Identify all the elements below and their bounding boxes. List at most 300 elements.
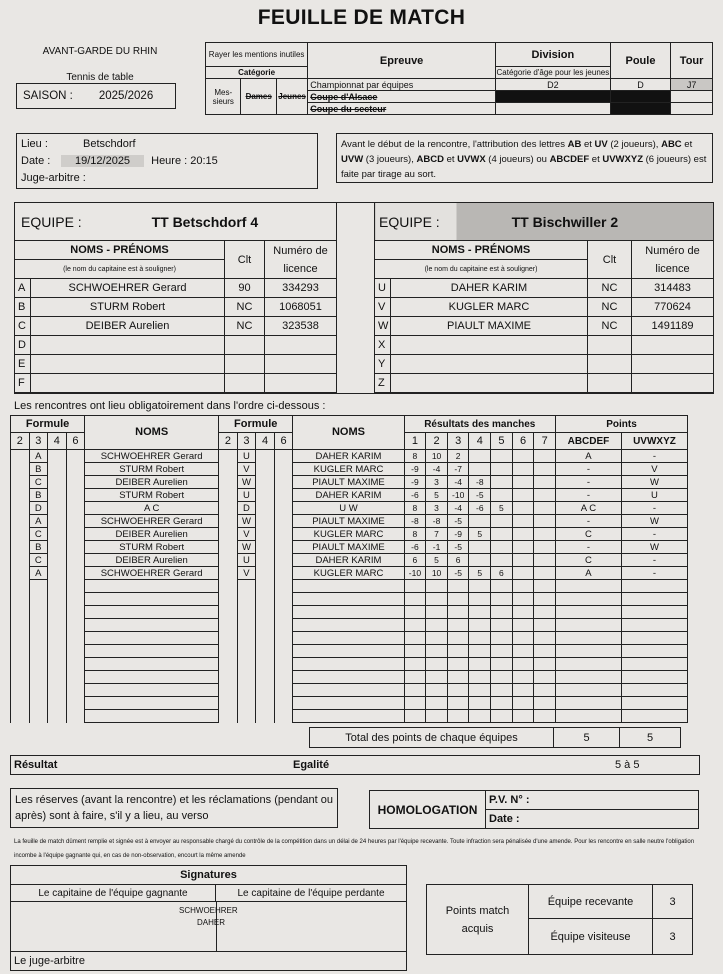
captain-signature-area[interactable] — [11, 902, 407, 952]
set-score[interactable] — [426, 658, 448, 671]
set-score[interactable] — [426, 593, 448, 606]
set-score[interactable] — [512, 476, 534, 489]
player-clt[interactable]: 90 — [225, 279, 265, 298]
set-score[interactable] — [512, 541, 534, 554]
set-score[interactable] — [404, 606, 426, 619]
set-score[interactable]: 2 — [447, 450, 469, 463]
set-score[interactable] — [512, 632, 534, 645]
set-score[interactable]: 6 — [447, 554, 469, 567]
away-player[interactable]: DAHER KARIM — [293, 489, 404, 502]
points-home[interactable]: - — [555, 489, 621, 502]
away-player[interactable]: PIAULT MAXIME — [293, 541, 404, 554]
rule-text: et — [443, 154, 458, 165]
home-player[interactable] — [85, 580, 219, 593]
set-score[interactable] — [469, 541, 491, 554]
set-score[interactable] — [447, 710, 469, 723]
set-score[interactable]: -9 — [404, 463, 426, 476]
home-letter[interactable]: B — [29, 463, 48, 476]
away-player[interactable]: DAHER KARIM — [293, 554, 404, 567]
points-away[interactable]: U — [621, 489, 687, 502]
points-away[interactable] — [621, 645, 687, 658]
set-score[interactable] — [491, 619, 513, 632]
set-score[interactable] — [426, 697, 448, 710]
player-name[interactable]: PIAULT MAXIME — [391, 317, 588, 336]
set-score[interactable] — [512, 645, 534, 658]
pv-field[interactable]: P.V. N° : — [486, 791, 699, 810]
set-score[interactable] — [534, 476, 556, 489]
set-score[interactable] — [426, 580, 448, 593]
player-name[interactable]: STURM Robert — [31, 298, 225, 317]
set-score[interactable]: 8 — [404, 528, 426, 541]
points-away[interactable]: V — [621, 463, 687, 476]
away-letter[interactable]: D — [237, 502, 256, 515]
set-score[interactable] — [534, 632, 556, 645]
noms-label: NOMS - PRÉNOMS — [15, 241, 225, 260]
set-score[interactable] — [534, 658, 556, 671]
home-player[interactable] — [85, 684, 219, 697]
set-score[interactable]: 10 — [426, 450, 448, 463]
points-away[interactable] — [621, 593, 687, 606]
home-player[interactable] — [85, 697, 219, 710]
set-score[interactable] — [469, 515, 491, 528]
set-score[interactable] — [534, 710, 556, 723]
set-score[interactable]: 8 — [404, 450, 426, 463]
away-letter[interactable]: U — [237, 489, 256, 502]
away-player[interactable]: KUGLER MARC — [293, 463, 404, 476]
away-letter[interactable]: V — [237, 567, 256, 580]
away-player[interactable] — [293, 710, 404, 723]
set-score[interactable] — [426, 645, 448, 658]
set-score[interactable] — [534, 528, 556, 541]
away-letter[interactable]: W — [237, 515, 256, 528]
points-home[interactable] — [555, 684, 621, 697]
player-clt[interactable] — [225, 336, 265, 355]
set-score[interactable] — [447, 697, 469, 710]
set-score[interactable] — [404, 645, 426, 658]
set-score[interactable] — [469, 684, 491, 697]
set-score[interactable] — [534, 606, 556, 619]
set-score[interactable] — [512, 463, 534, 476]
set-score[interactable] — [534, 697, 556, 710]
player-name[interactable] — [31, 374, 225, 393]
points-away[interactable] — [621, 606, 687, 619]
home-player[interactable]: DEIBER Aurelien — [85, 476, 219, 489]
set-score[interactable] — [426, 619, 448, 632]
set-score[interactable]: -6 — [404, 489, 426, 502]
set-score[interactable] — [534, 684, 556, 697]
set-score[interactable] — [512, 593, 534, 606]
set-score[interactable]: 3 — [426, 502, 448, 515]
set-score[interactable]: -10 — [404, 567, 426, 580]
player-name[interactable]: SCHWOEHRER Gerard — [31, 279, 225, 298]
set-score[interactable]: 6 — [404, 554, 426, 567]
set-score[interactable]: -5 — [447, 567, 469, 580]
points-away[interactable]: - — [621, 450, 687, 463]
set-score[interactable] — [512, 515, 534, 528]
points-away[interactable] — [621, 697, 687, 710]
set-score[interactable]: -4 — [426, 463, 448, 476]
set-score[interactable] — [469, 554, 491, 567]
set-score[interactable] — [426, 671, 448, 684]
away-player[interactable] — [293, 697, 404, 710]
points-home[interactable] — [555, 632, 621, 645]
set-score[interactable] — [469, 697, 491, 710]
set-score[interactable] — [469, 606, 491, 619]
set-score[interactable] — [404, 671, 426, 684]
set-score[interactable] — [469, 658, 491, 671]
points-away[interactable] — [621, 632, 687, 645]
set-score[interactable]: -4 — [447, 502, 469, 515]
set-score[interactable] — [512, 450, 534, 463]
set-score[interactable] — [491, 463, 513, 476]
set-score[interactable]: -1 — [426, 541, 448, 554]
points-away[interactable] — [621, 658, 687, 671]
player-licence[interactable] — [265, 374, 337, 393]
set-score[interactable] — [534, 489, 556, 502]
set-score[interactable] — [534, 593, 556, 606]
away-player[interactable]: KUGLER MARC — [293, 567, 404, 580]
away-player[interactable] — [293, 593, 404, 606]
points-away[interactable]: W — [621, 541, 687, 554]
points-home[interactable] — [555, 671, 621, 684]
set-score[interactable] — [469, 593, 491, 606]
set-score[interactable] — [404, 658, 426, 671]
away-letter[interactable]: U — [237, 554, 256, 567]
set-score[interactable] — [469, 645, 491, 658]
set-score[interactable]: -7 — [447, 463, 469, 476]
points-home[interactable]: A — [555, 567, 621, 580]
set-score[interactable] — [426, 710, 448, 723]
away-player[interactable] — [293, 632, 404, 645]
set-score[interactable] — [512, 528, 534, 541]
set-score[interactable] — [404, 580, 426, 593]
set-score[interactable] — [447, 671, 469, 684]
set-score[interactable]: 5 — [469, 528, 491, 541]
set-score[interactable]: -6 — [404, 541, 426, 554]
home-letter[interactable]: C — [29, 528, 48, 541]
away-letter[interactable]: V — [237, 528, 256, 541]
set-score[interactable] — [491, 554, 513, 567]
points-home[interactable] — [555, 697, 621, 710]
player-licence[interactable]: 1491189 — [632, 317, 714, 336]
points-home[interactable]: A — [555, 450, 621, 463]
away-player[interactable] — [293, 684, 404, 697]
set-score[interactable] — [469, 710, 491, 723]
home-player[interactable] — [85, 619, 219, 632]
home-player[interactable] — [85, 632, 219, 645]
set-score[interactable] — [491, 671, 513, 684]
set-score[interactable] — [534, 580, 556, 593]
set-score[interactable] — [447, 632, 469, 645]
points-away[interactable] — [621, 671, 687, 684]
set-score[interactable] — [447, 593, 469, 606]
away-player[interactable]: U W — [293, 502, 404, 515]
set-score[interactable]: 5 — [469, 567, 491, 580]
away-player[interactable] — [293, 619, 404, 632]
set-score[interactable] — [491, 593, 513, 606]
set-score[interactable] — [426, 684, 448, 697]
set-score[interactable] — [404, 684, 426, 697]
set-score[interactable]: 5 — [491, 502, 513, 515]
set-score[interactable] — [491, 450, 513, 463]
set-score[interactable]: 7 — [426, 528, 448, 541]
player-clt[interactable]: NC — [588, 317, 632, 336]
set-score[interactable] — [534, 554, 556, 567]
player-name[interactable] — [391, 336, 588, 355]
set-score[interactable] — [491, 476, 513, 489]
home-player[interactable]: SCHWOEHRER Gerard — [85, 450, 219, 463]
set-score[interactable]: -8 — [404, 515, 426, 528]
set-score[interactable] — [491, 710, 513, 723]
home-player[interactable]: SCHWOEHRER Gerard — [85, 515, 219, 528]
away-player[interactable]: PIAULT MAXIME — [293, 476, 404, 489]
set-score[interactable] — [447, 645, 469, 658]
away-player[interactable]: DAHER KARIM — [293, 450, 404, 463]
set-score[interactable] — [512, 554, 534, 567]
player-licence[interactable]: 314483 — [632, 279, 714, 298]
player-licence[interactable] — [632, 336, 714, 355]
game-row — [11, 697, 688, 710]
points-away[interactable]: - — [621, 554, 687, 567]
set-score[interactable] — [491, 684, 513, 697]
set-score[interactable] — [512, 489, 534, 502]
home-letter[interactable]: C — [29, 476, 48, 489]
competition-table — [205, 42, 713, 115]
player-clt[interactable] — [588, 355, 632, 374]
player-name[interactable] — [391, 355, 588, 374]
away-player[interactable] — [293, 580, 404, 593]
away-player[interactable]: PIAULT MAXIME — [293, 515, 404, 528]
player-name[interactable] — [391, 374, 588, 393]
player-licence[interactable]: 1068051 — [265, 298, 337, 317]
points-home[interactable] — [555, 645, 621, 658]
player-name[interactable] — [31, 355, 225, 374]
set-score[interactable]: -8 — [426, 515, 448, 528]
points-away[interactable]: W — [621, 476, 687, 489]
home-letter[interactable]: A — [29, 450, 48, 463]
player-licence[interactable] — [632, 374, 714, 393]
player-clt[interactable] — [588, 336, 632, 355]
set-score[interactable] — [469, 580, 491, 593]
points-home[interactable]: C — [555, 528, 621, 541]
points-home[interactable]: A C — [555, 502, 621, 515]
player-licence[interactable]: 334293 — [265, 279, 337, 298]
set-score[interactable] — [512, 697, 534, 710]
set-score[interactable] — [534, 645, 556, 658]
away-letter[interactable]: V — [237, 463, 256, 476]
set-score[interactable]: 5 — [426, 554, 448, 567]
away-letter[interactable]: U — [237, 450, 256, 463]
set-score[interactable] — [491, 489, 513, 502]
set-score[interactable] — [534, 450, 556, 463]
set-score[interactable]: 5 — [426, 489, 448, 502]
set-score[interactable] — [534, 502, 556, 515]
set-score[interactable] — [512, 619, 534, 632]
points-home[interactable] — [555, 580, 621, 593]
points-home[interactable]: - — [555, 515, 621, 528]
set-score[interactable]: -8 — [469, 476, 491, 489]
set-score[interactable] — [404, 619, 426, 632]
set-score[interactable]: -4 — [447, 476, 469, 489]
set-score[interactable] — [491, 541, 513, 554]
home-player[interactable] — [85, 710, 219, 723]
set-score[interactable] — [512, 710, 534, 723]
set-score[interactable]: 6 — [491, 567, 513, 580]
away-player[interactable]: KUGLER MARC — [293, 528, 404, 541]
home-player[interactable] — [85, 671, 219, 684]
set-score[interactable] — [512, 671, 534, 684]
points-away[interactable] — [621, 684, 687, 697]
away-player[interactable] — [293, 658, 404, 671]
points-home[interactable] — [555, 658, 621, 671]
player-clt[interactable] — [588, 374, 632, 393]
formule-cell — [219, 541, 238, 554]
set-score[interactable] — [512, 580, 534, 593]
set-score[interactable] — [469, 671, 491, 684]
player-licence[interactable] — [265, 336, 337, 355]
player-clt[interactable] — [225, 374, 265, 393]
player-licence[interactable] — [265, 355, 337, 374]
set-score[interactable]: 3 — [426, 476, 448, 489]
home-player[interactable] — [85, 645, 219, 658]
set-score[interactable] — [447, 619, 469, 632]
set-score[interactable] — [469, 632, 491, 645]
player-name[interactable]: DEIBER Aurelien — [31, 317, 225, 336]
points-home[interactable]: - — [555, 541, 621, 554]
home-letter[interactable]: D — [29, 502, 48, 515]
player-licence[interactable]: 323538 — [265, 317, 337, 336]
referee-signature-field[interactable]: Le juge-arbitre — [11, 952, 407, 971]
home-player[interactable]: SCHWOEHRER Gerard — [85, 567, 219, 580]
away-player[interactable] — [293, 671, 404, 684]
set-score[interactable] — [512, 658, 534, 671]
set-score[interactable] — [534, 619, 556, 632]
set-score[interactable] — [469, 463, 491, 476]
player-name[interactable] — [31, 336, 225, 355]
set-score[interactable] — [512, 567, 534, 580]
set-score[interactable] — [491, 632, 513, 645]
points-away[interactable]: W — [621, 515, 687, 528]
player-clt[interactable]: NC — [588, 298, 632, 317]
set-score[interactable] — [426, 606, 448, 619]
points-home[interactable]: C — [555, 554, 621, 567]
set-score[interactable] — [491, 658, 513, 671]
points-away[interactable] — [621, 710, 687, 723]
home-letter[interactable]: A — [29, 515, 48, 528]
points-home[interactable] — [555, 710, 621, 723]
player-licence[interactable] — [632, 355, 714, 374]
home-letter[interactable]: A — [29, 567, 48, 580]
set-score[interactable] — [447, 684, 469, 697]
home-player[interactable] — [85, 658, 219, 671]
formule-cell — [11, 528, 30, 541]
set-score[interactable]: -10 — [447, 489, 469, 502]
points-home[interactable]: - — [555, 476, 621, 489]
set-score[interactable] — [404, 593, 426, 606]
set-score[interactable]: -5 — [447, 541, 469, 554]
player-clt[interactable] — [225, 355, 265, 374]
away-player[interactable] — [293, 645, 404, 658]
points-home[interactable] — [555, 619, 621, 632]
set-score[interactable] — [491, 528, 513, 541]
set-score[interactable] — [447, 580, 469, 593]
away-letter[interactable]: W — [237, 476, 256, 489]
set-score[interactable] — [447, 658, 469, 671]
player-name[interactable]: KUGLER MARC — [391, 298, 588, 317]
set-score[interactable] — [491, 697, 513, 710]
set-score[interactable] — [491, 606, 513, 619]
set-score[interactable] — [426, 632, 448, 645]
away-letter[interactable]: W — [237, 541, 256, 554]
home-letter[interactable]: C — [29, 554, 48, 567]
home-match-points: 3 — [653, 885, 693, 919]
set-score[interactable] — [534, 567, 556, 580]
home-player[interactable]: STURM Robert — [85, 463, 219, 476]
set-score[interactable] — [534, 541, 556, 554]
set-score[interactable] — [469, 450, 491, 463]
points-away[interactable]: - — [621, 567, 687, 580]
set-score[interactable]: -5 — [447, 515, 469, 528]
set-score[interactable]: -6 — [469, 502, 491, 515]
set-score[interactable] — [512, 606, 534, 619]
set-score[interactable] — [512, 502, 534, 515]
away-player[interactable] — [293, 606, 404, 619]
player-name[interactable]: DAHER KARIM — [391, 279, 588, 298]
homologation-date-field[interactable]: Date : — [486, 810, 699, 829]
player-clt[interactable]: NC — [225, 317, 265, 336]
set-score[interactable] — [534, 463, 556, 476]
points-away[interactable]: - — [621, 502, 687, 515]
formule-cell — [256, 502, 275, 515]
home-player[interactable]: DEIBER Aurelien — [85, 528, 219, 541]
set-score[interactable] — [491, 645, 513, 658]
set-score[interactable]: 10 — [426, 567, 448, 580]
home-player[interactable] — [85, 593, 219, 606]
set-score[interactable] — [491, 515, 513, 528]
home-player[interactable]: A C — [85, 502, 219, 515]
set-score[interactable] — [491, 580, 513, 593]
home-player[interactable] — [85, 606, 219, 619]
set-score[interactable] — [404, 697, 426, 710]
points-away[interactable] — [621, 619, 687, 632]
points-home[interactable]: - — [555, 463, 621, 476]
set-score[interactable] — [447, 606, 469, 619]
points-away[interactable] — [621, 580, 687, 593]
set-score[interactable]: -5 — [469, 489, 491, 502]
set-score[interactable]: -9 — [404, 476, 426, 489]
player-letter: F — [15, 374, 31, 393]
points-home[interactable] — [555, 593, 621, 606]
set-score[interactable]: -9 — [447, 528, 469, 541]
points-home[interactable] — [555, 606, 621, 619]
home-letter[interactable]: B — [29, 541, 48, 554]
set-score[interactable]: 8 — [404, 502, 426, 515]
player-clt[interactable]: NC — [588, 279, 632, 298]
home-player[interactable]: STURM Robert — [85, 489, 219, 502]
set-score[interactable] — [404, 710, 426, 723]
home-letter[interactable]: B — [29, 489, 48, 502]
set-score[interactable] — [404, 632, 426, 645]
set-score[interactable] — [534, 515, 556, 528]
set-score[interactable] — [534, 671, 556, 684]
points-away[interactable]: - — [621, 528, 687, 541]
player-clt[interactable]: NC — [225, 298, 265, 317]
set-score[interactable] — [512, 684, 534, 697]
home-player[interactable]: DEIBER Aurelien — [85, 554, 219, 567]
player-licence[interactable]: 770624 — [632, 298, 714, 317]
home-player[interactable]: STURM Robert — [85, 541, 219, 554]
set-score[interactable] — [469, 619, 491, 632]
